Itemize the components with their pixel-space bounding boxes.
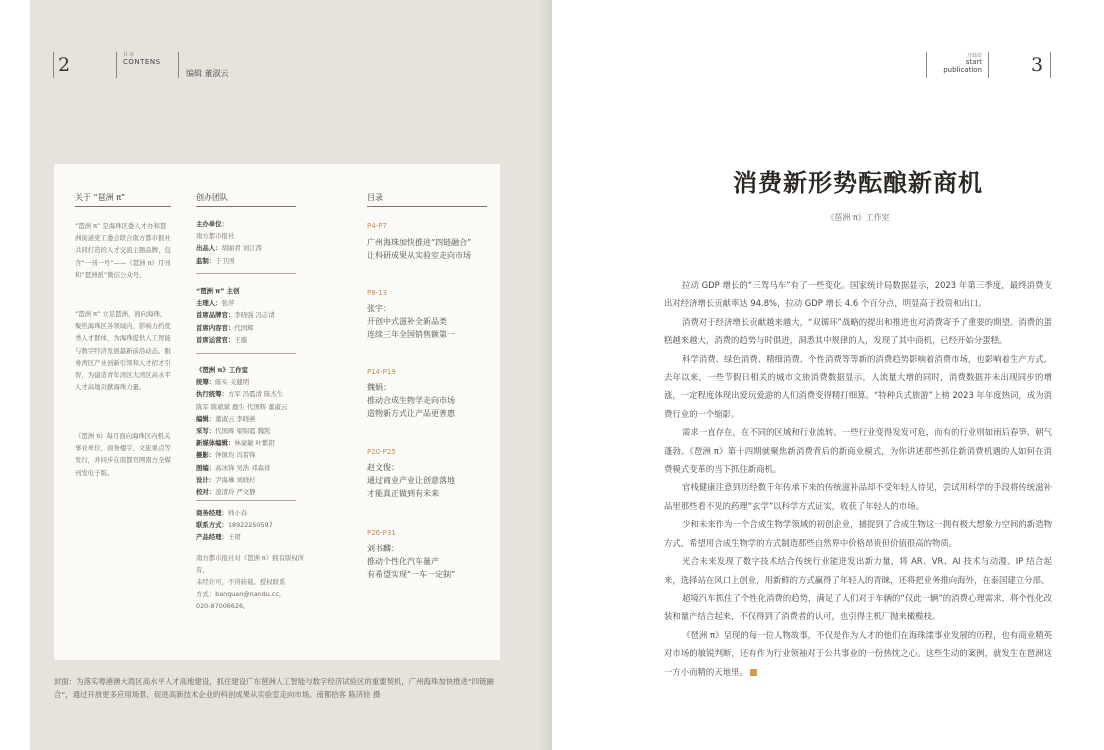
team-line: 采写：代国辉 梁锦霞 魏凯 [196,427,271,436]
team-line: 主办单位： [196,220,228,228]
page-number-left: 2 [58,54,71,76]
toc-page-range: P4-P7 [367,222,387,230]
team-line: 新媒体编辑：林豪敏 叶紫钥 [196,439,275,448]
team-line: 主理人：张萍 [196,299,235,308]
article-body [664,276,1052,681]
article-paragraph: 需求一直存在，在不同的区域和行业流转。一些行业变得发发可危，而有的行业则如雨后春笋、朝气蓬勃。《琶洲 π》第十四期就聚焦新消费背后的新商业模式，为你讲述那些抓住新消费机遇的人如何在消费模式变革的当下抓住新商机。 [664,427,1052,475]
team-group-studio [196,364,306,498]
toc-entry[interactable]: 赵文俊： 通过商业产业让创意落地 才能真正做到有未来 [367,463,455,498]
toc-page-range: P26-P31 [367,529,396,537]
toc-page-range: P8-13 [367,289,388,297]
article-paragraph: 消费对于经济增长贡献越来越大，“双循环”战略的提出和推进也对消费寄予了重要的期望。消费的蛋糕越来越大，消费的趋势与时俱进，洞悉其中规律的人，发现了其中商机，已经开始分蛋糕。 [664,316,1052,346]
toc-page-range: P14-P19 [367,368,396,376]
toc-entry[interactable]: 广州海珠加快推进“四链融合” 让科研成果从实验室走向市场 [367,238,472,260]
header-rule [53,52,54,78]
contents-label-en: CONTENS [123,58,161,66]
article-paragraph: 光合未来发现了数字技术结合传统行业能迸发出新力量，将 AR、VR、AI 技术与动漫、IP 结合起来，选择站在风口上创业，用新鲜的方式赢得了年轻人的青睐，还将把业务推向海外，在泰国建立分部。 [664,556,1052,585]
header-rule [926,52,927,78]
team-heading: 创办团队 [196,192,296,207]
article-paragraph: 超境汽车抓住了个性化消费的趋势，满足了人们对于车辆的“仅此一辆”的消费心理需求，将个性化改装和量产结合起来，不仅得到了消费者的认可，也引得主机厂抛来橄榄枝。 [664,592,1052,622]
team-line: 出品人：胡丽君 刘江涛 [196,244,262,253]
team-line: 执行统筹：方军 冯霞清 陈杰生 [196,390,284,399]
toc-entry[interactable]: 张宇： 开创中式滋补全新品类 连续三年全国销售额第一 [367,304,455,339]
team-line: 首席内容官：代国辉 [196,323,254,332]
team-line: 首席运营官：王璇 [196,335,248,344]
toc-entry[interactable]: 刘书麟： 推动个性化汽车量产 有希望实现“一车一定制” [367,544,456,579]
about-paragraph: 《琶洲 π》每月面向海珠区内机关事业单位、商务楼宇、文旅重点等发行，并同步在南都官网南方全媒刊发电子版。 [75,432,171,477]
article-paragraph: 官栈健康注意到历经数千年传承下来的传统滋补品却不受年轻人待见，尝试用科学的手段将传统滋补品里那些看不见的药理“玄学”以科学方式证实，收获了年轻人的市场。 [664,482,1052,511]
end-mark-icon [750,669,757,676]
team-line: 监制：于卫国 [196,256,235,265]
article-paragraph: 少和未来作为一个合成生物学领域的初创企业，捕捉到了合成生物这一拥有极大想象力空间的新造物方式，希望用合成生物学的方式制造那些自然界中价格昂贵但价值很高的物质。 [664,519,1052,548]
team-line: 校对：凌清玲 严文静 [196,488,256,497]
copyright-line: 020-87006626。 [196,602,250,611]
about-heading: 关于 “琶洲 π” [75,192,171,207]
article-byline: 《琶洲 π》工作室 [826,213,890,222]
start-label-cn: 开篇语 [967,53,983,59]
start-label-en: start publication [943,58,982,74]
article-paragraph: 科学消费、绿色消费、精细消费、个性消费等等新的消费趋势影响着消费市场，也影响着生产方式。去年以来，一些节假日相关的城市文旅消费数据显示，人流量大增的同时，消费数据并未出现同步的增涨，一定程度体现出爱玩爱游的人们消费变得精打细算。“特种兵式旅游”上榜 2023 年年度热词，成为消费行业的一个缩影。 [664,353,1052,419]
gutter-shadow [536,0,552,750]
team-line: 陈军 陈斌斌 鹿生 代国辉 董淑云 [196,402,288,411]
team-line: 统筹：陈实 关健明 [196,378,250,387]
team-group-creators [196,285,306,346]
header-rule [178,52,179,78]
article-title: 消费新形势酝酿新商机 [733,169,983,197]
toc-heading: 目录 [367,192,487,207]
header-rule [1050,52,1051,78]
team-line: 商务经理：师小春 [196,509,248,517]
about-paragraph: “琶洲 π” 是海珠区委人才办和琶洲街道党工委会联合南方都市报社共同打造的人才交流主题品牌，包含“一刊一号”——《琶洲 π》月刊和“琶洲派”微信公众号。 [75,222,171,279]
team-line: 设计：尹海琳 刘晓杉 [196,475,256,484]
article-paragraph: 拉动 GDP 增长的“三驾马车”有了一些变化。国家统计局数据显示，2023 年第三季度，最终消费支出对经济增长贡献率达 94.8%，拉动 GDP 增长 4.6 个百分点，明显高于投资和出口。 [664,280,1052,309]
team-divider [196,273,296,274]
team-line: 联系方式：18922250597 [196,521,273,530]
header-rule [116,52,117,78]
toc-page-range: P20-P25 [367,448,396,456]
team-group-publisher [196,218,306,267]
team-line: 图编：高冰锋 吴浩 邓森祥 [196,463,271,472]
cover-caption: 封面：为落实粤港澳大湾区高水平人才高地建设，抓住建设广东琶洲人工智能与数字经济试验区的重要契机，广州海珠加快推进“四链融合”，通过开放更多应用场景，促进高新技术企业的科创成果从实验室走向市场。南都拾客 陈济铨 摄 [54,677,494,699]
editor-credit: 编辑 董淑云 [186,69,229,78]
copyright-line: 方式：banquan@nandu.cc， [196,590,286,599]
team-line: 编辑：董淑云 李晓燕 [196,414,256,423]
team-group-business [196,507,306,613]
about-paragraph: “琶洲 π” 立足琶洲，面向海珠，聚焦海珠区各领域内、影响力约优秀人才群体，为海珠提供人工智能与数字经济发展最新前沿动态、服务湾区产业创新引领和人才招才引智，为建造青年湾区大湾区高水平人才高地贡献海珠力量。 [75,310,171,392]
toc-entry[interactable]: 魏娟： 推动合成生物学走向市场 造物新方式让产品更普惠 [367,383,455,418]
header-rule [988,52,989,78]
team-divider [196,500,296,501]
team-group-title: “琶洲 π” 主创 [196,287,240,295]
contents-label-cn: 目录 [123,52,136,58]
team-line: 首席品牌官：李晓强 冯志清 [196,311,275,320]
copyright-line: 未经许可，不得转载。授权联系 [196,578,286,587]
team-line: 南方都市报社 [196,232,235,241]
article-paragraph: 《琶洲 π》呈现的每一位人物故事，不仅是作为人才的他们在海珠漾事业发展的历程，也有商业精英对市场的敏锐判断，还有作为行业领袖对于公共事业的一份热忱之心。这些生动的案例，就发生在琶洲这一方小而精的天地里。 [664,629,1052,677]
team-group-title: 《琶洲 π》工作室 [196,366,249,374]
team-line: 产品经理：王珺 [196,533,241,542]
page-number-right: 3 [1031,54,1044,76]
team-divider [196,353,296,354]
copyright-line: 南方都市报社对《琶洲 π》拥有版权所有， [196,553,305,574]
team-line: 摄影：钟镇均 冯雷锋 [196,451,256,460]
